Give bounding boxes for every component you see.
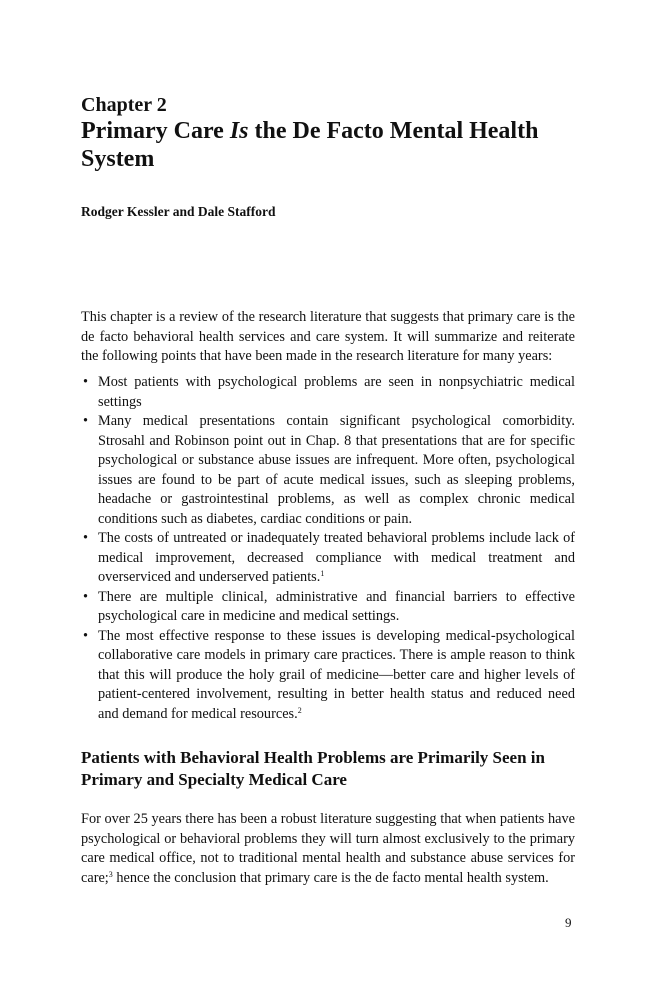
footnote-ref: 1 — [320, 569, 325, 578]
list-item-text: The most effective response to these issues is developing medical-psychological collaborative care models in primary care practices. There is ample reason to think that this will produce the holy grail of medicine—better care and higher levels of patient-centered involvement, resulting in better health status and reduced need and demand for medical resources. — [98, 627, 575, 722]
list-item — [81, 529, 575, 588]
list-item — [81, 412, 575, 529]
bullet-icon: • — [83, 627, 89, 644]
key-points-list — [81, 373, 575, 724]
authors: Rodger Kessler and Dale Stafford — [81, 204, 276, 219]
footnote-ref: 2 — [297, 705, 302, 715]
bullet-icon: • — [83, 588, 89, 605]
bullet-icon: • — [83, 374, 89, 390]
list-item-text: Most patients with psychological problems are seen in nonpsychiatric medical settings — [98, 374, 575, 410]
page-number: 9 — [565, 915, 572, 930]
intro-paragraph: This chapter is a review of the research literature that suggests that primary care is the de facto behavioral health services and care system. It will summarize and reiterate the following points that have been made in the research literature for many years: — [81, 309, 575, 364]
list-item-text: The costs of untreated or inadequately treated behavioral problems include lack of medical improvement, decreased compliance with medical treatment and overserviced and underserved patients. — [98, 530, 575, 585]
chapter-title-part2: the De Facto Mental Health System — [81, 118, 539, 172]
list-item-text: Many medical presentations contain significant psychological comorbidity. Strosahl and Robinson point out in Chap. 8 that presentations that are for specific psychological or substance abuse issues are infrequent. More often, psychological issues are found to be part of acute medical issues, such as sleeping problems, headache or gastrointestinal problems, as well as complex chronic medical conditions such as diabetes, cardiac conditions or pain. — [98, 413, 575, 527]
section-paragraph-part1: For over 25 years there has been a robust literature suggesting that when patients have psychological or behavioral problems they will turn almost exclusively to the primary care medical office, not to traditional mental health and substance abuse services for care; — [81, 811, 575, 886]
chapter-title-emphasis: Is — [229, 118, 249, 144]
chapter-title-part1: Primary Care — [81, 118, 230, 144]
list-item — [81, 373, 575, 412]
list-item — [81, 627, 575, 725]
section-paragraph-part2: hence the conclusion that primary care is the de facto mental health system. — [112, 869, 549, 886]
section-paragraph — [81, 810, 575, 888]
section-heading: Patients with Behavioral Health Problems are Primarily Seen in Primary and Specialty Medical Care — [81, 748, 545, 789]
bullet-icon: • — [83, 530, 89, 546]
list-item — [81, 588, 575, 627]
chapter-title — [81, 117, 581, 173]
chapter-label: Chapter 2 — [81, 94, 167, 116]
list-item-text: There are multiple clinical, administrative and financial barriers to effective psychological care in medicine and medical settings. — [98, 588, 575, 624]
bullet-icon: • — [83, 413, 89, 429]
footnote-ref: 3 — [108, 869, 113, 879]
